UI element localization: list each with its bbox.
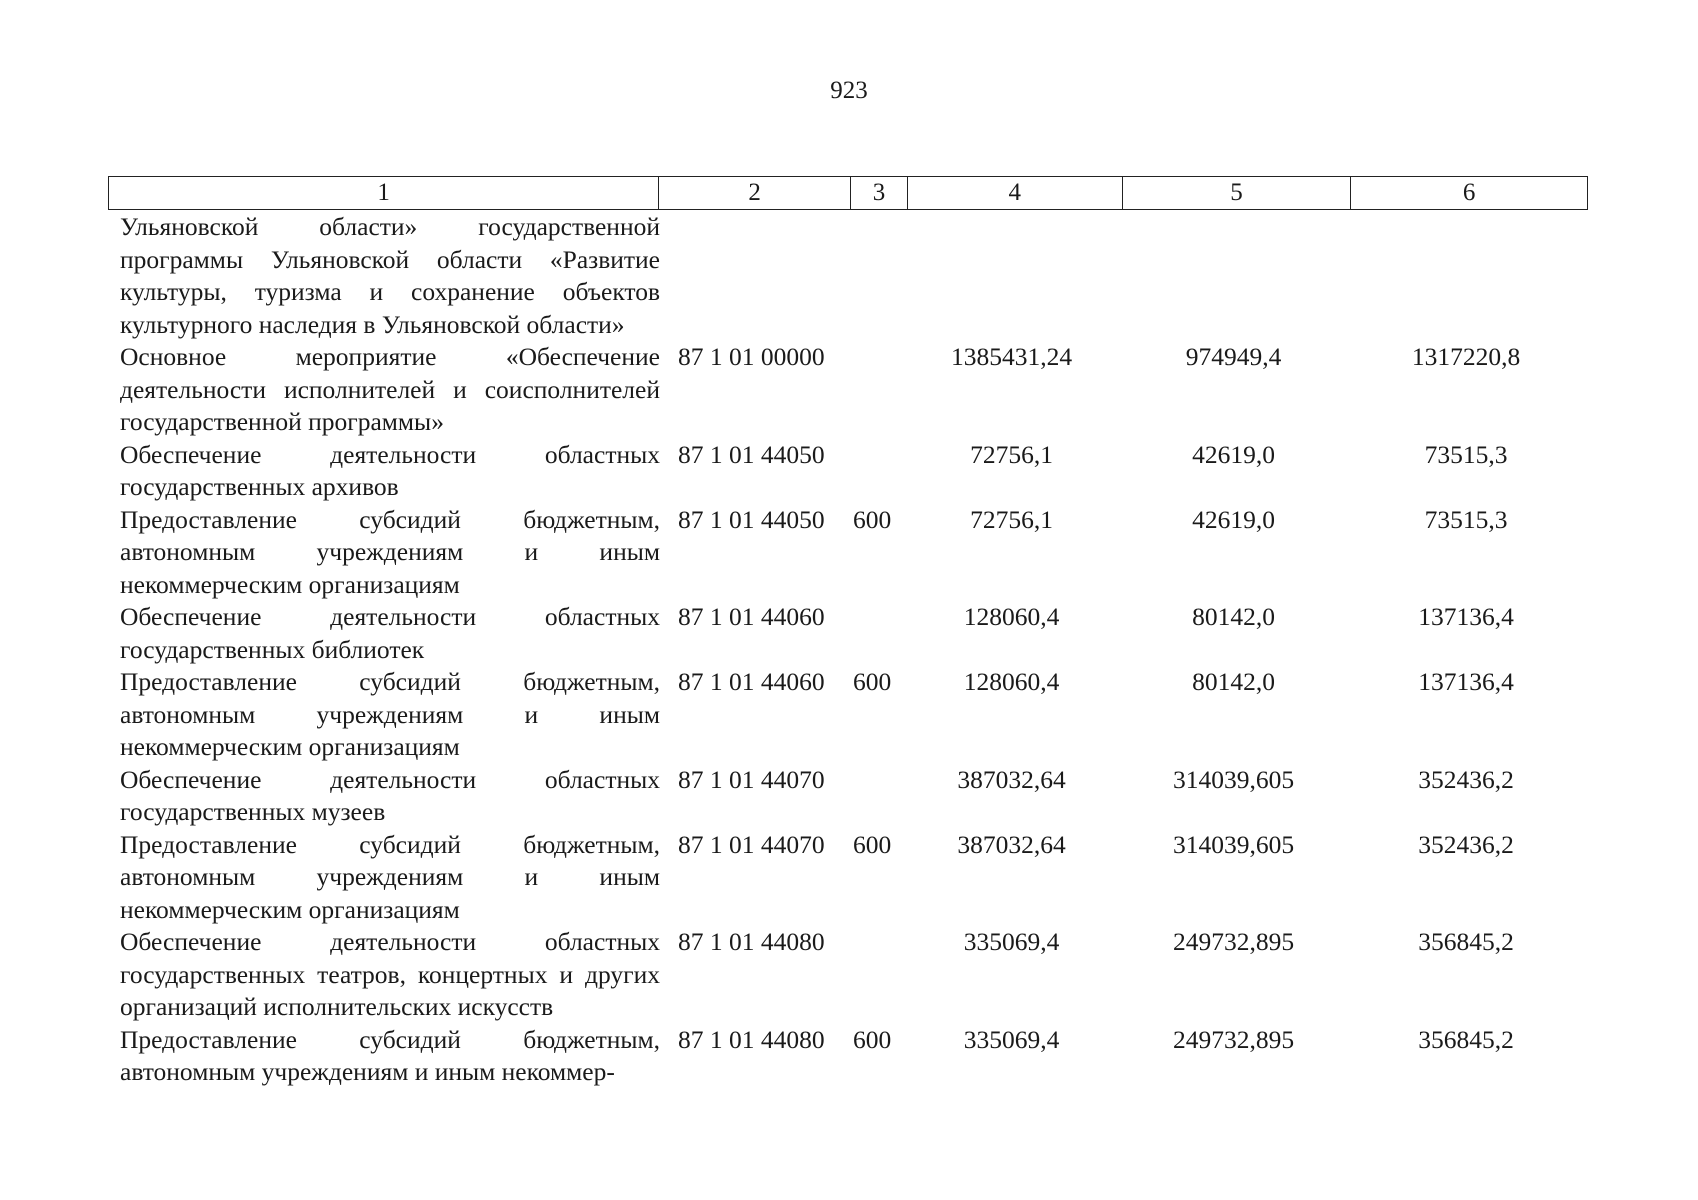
table-row [108, 829, 1588, 927]
row-value-col5: 249732,895 [1172, 927, 1295, 956]
row-code: 87 1 01 44080 [678, 1024, 825, 1054]
row-expense-type: 600 [853, 829, 892, 859]
row-code: 87 1 01 44070 [678, 829, 825, 859]
table-row [108, 764, 1588, 829]
row-name: Обеспечение деятельности областных государственных театров, концертных и других организаций исполнительских искусств [120, 927, 660, 1021]
row-value-col5: 314039,605 [1172, 764, 1295, 794]
row-code [660, 211, 847, 341]
table-row [108, 439, 1588, 504]
row-value-col6: 137136,4 [1418, 667, 1514, 696]
row-value-col6: 1317220,8 [1411, 342, 1521, 371]
row-name: Обеспечение деятельности областных государственных музеев [120, 764, 660, 826]
row-value-col4: 1385431,24 [950, 342, 1073, 371]
row-value-col6 [1348, 211, 1584, 341]
row-value-col4: 72756,1 [970, 439, 1053, 469]
row-value-col4: 387032,64 [957, 829, 1066, 859]
row-value-col4: 335069,4 [963, 927, 1060, 956]
row-code: 87 1 01 44050 [678, 504, 825, 534]
table-row [108, 341, 1588, 439]
row-value-col4: 128060,4 [963, 667, 1060, 696]
row-code: 87 1 01 00000 [678, 342, 825, 371]
row-expense-type: 600 [853, 667, 892, 696]
row-code: 87 1 01 44070 [678, 764, 825, 794]
row-value-col5 [1119, 211, 1348, 341]
row-name: Предоставление субсидий бюджетным, автономным учреждениям и иным некоммер- [120, 1024, 660, 1086]
row-value-col6: 73515,3 [1424, 439, 1508, 469]
row-expense-type [847, 764, 904, 829]
column-header-1: 1 [109, 177, 659, 209]
row-value-col5: 42619,0 [1192, 439, 1275, 469]
row-value-col4: 72756,1 [970, 504, 1053, 534]
row-value-col4 [904, 211, 1119, 341]
row-value-col6: 356845,2 [1418, 1024, 1514, 1054]
table-row [108, 601, 1588, 666]
row-expense-type: 600 [853, 504, 892, 534]
row-name: Обеспечение деятельности областных государственных архивов [120, 439, 660, 501]
column-header-6: 6 [1462, 179, 1476, 206]
row-name: Ульяновской области» государственной программы Ульяновской области «Развитие культуры, туризма и сохранение объектов культурного наследия в Ульяновской области» [120, 212, 660, 339]
row-code: 87 1 01 44060 [678, 602, 825, 631]
row-value-col6: 352436,2 [1418, 764, 1514, 794]
row-code: 87 1 01 44080 [678, 927, 825, 956]
row-value-col6: 73515,3 [1424, 504, 1508, 534]
row-value-col4: 128060,4 [963, 602, 1060, 631]
row-value-col5: 974949,4 [1185, 342, 1282, 371]
row-value-col5: 314039,605 [1172, 829, 1295, 859]
row-expense-type [847, 439, 904, 504]
table-header-row [108, 176, 1588, 210]
row-value-col6: 352436,2 [1418, 829, 1514, 859]
row-expense-type [847, 926, 904, 1024]
row-value-col5: 80142,0 [1192, 602, 1275, 631]
row-value-col5: 80142,0 [1192, 667, 1275, 696]
column-header-4: 4 [908, 177, 1123, 209]
row-name: Предоставление субсидий бюджетным, автономным учреждениям и иным некоммерческим организациям [120, 504, 660, 599]
row-expense-type [847, 341, 904, 439]
row-value-col4: 387032,64 [957, 764, 1066, 794]
row-value-col6: 356845,2 [1418, 927, 1514, 956]
table-row [108, 1024, 1588, 1089]
row-name: Предоставление субсидий бюджетным, автономным учреждениям и иным некоммерческим организациям [120, 829, 660, 924]
row-expense-type [847, 601, 904, 666]
column-header-3: 3 [851, 177, 908, 209]
row-value-col4: 335069,4 [963, 1024, 1060, 1054]
row-code: 87 1 01 44050 [678, 439, 825, 469]
page-number: 923 [830, 77, 868, 104]
table-row [108, 666, 1588, 764]
row-name: Основное мероприятие «Обеспечение деятельности исполнителей и соисполнителей государственной программы» [120, 342, 660, 436]
table-body [108, 211, 1588, 1089]
row-value-col6: 137136,4 [1418, 602, 1514, 631]
row-name: Обеспечение деятельности областных государственных библиотек [120, 602, 660, 664]
row-expense-type [847, 211, 904, 341]
row-expense-type: 600 [853, 1024, 892, 1054]
column-header-5: 5 [1123, 177, 1352, 209]
row-name: Предоставление субсидий бюджетным, автономным учреждениям и иным некоммерческим организациям [120, 667, 660, 761]
table-row [108, 504, 1588, 602]
column-header-2: 2 [659, 177, 851, 209]
row-value-col5: 42619,0 [1192, 504, 1275, 534]
row-code: 87 1 01 44060 [678, 667, 825, 696]
table-row [108, 211, 1588, 341]
table-row [108, 926, 1588, 1024]
row-value-col5: 249732,895 [1172, 1024, 1295, 1054]
